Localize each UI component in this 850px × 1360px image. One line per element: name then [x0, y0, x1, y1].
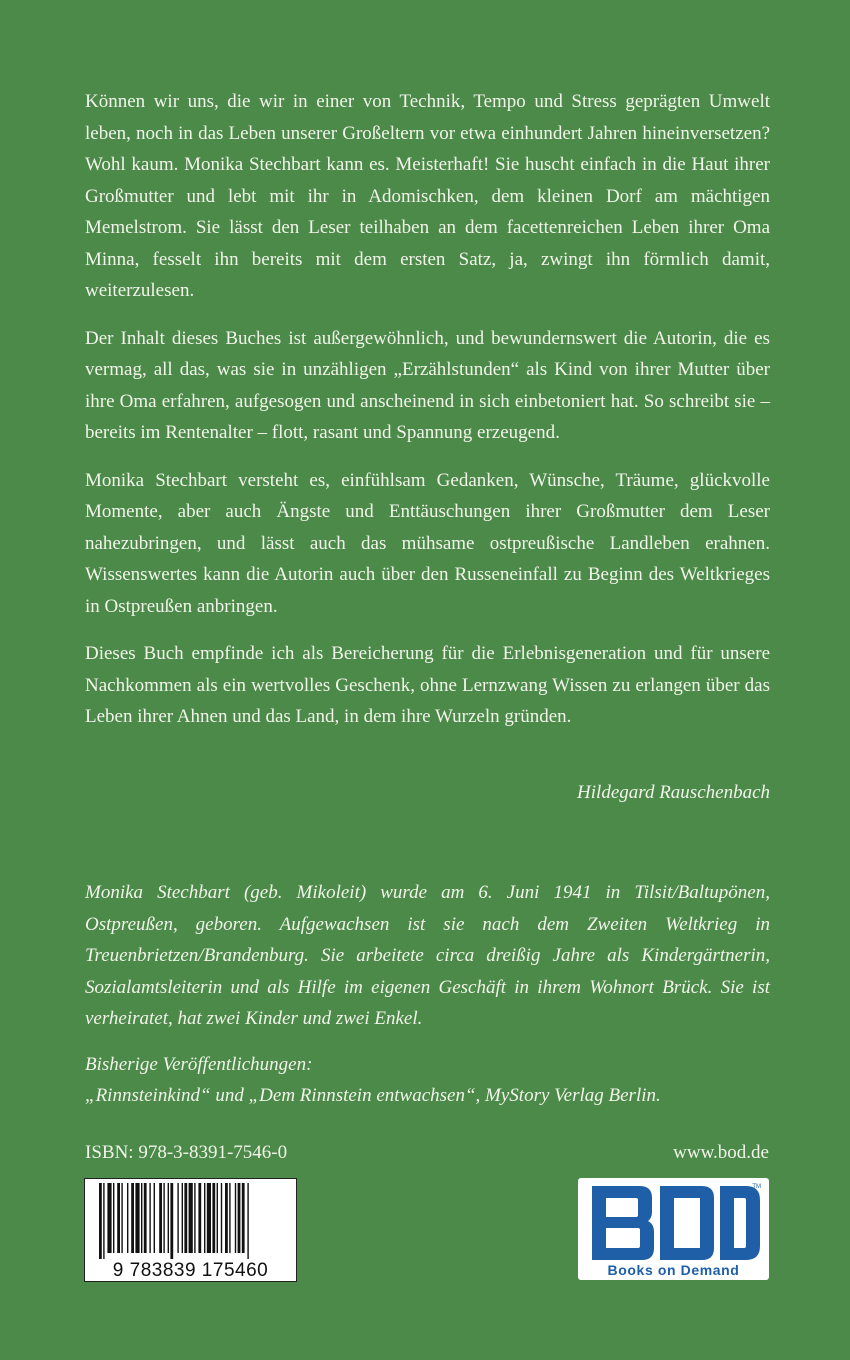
barcode-bar — [107, 1183, 111, 1253]
barcode-bar — [154, 1183, 155, 1253]
barcode-bar — [99, 1183, 102, 1259]
barcode-bar — [225, 1183, 228, 1253]
barcode-bars — [99, 1183, 249, 1259]
barcode-bar — [189, 1183, 193, 1253]
author-bio — [85, 877, 770, 1112]
barcode-bar — [168, 1183, 169, 1253]
publications-heading: Bisherige Veröffentlichungen: — [85, 1053, 313, 1075]
barcode-bar — [229, 1183, 230, 1253]
barcode-bar — [184, 1183, 187, 1253]
barcode-bar — [204, 1183, 205, 1253]
barcode-bar — [198, 1183, 201, 1253]
barcode-bar — [121, 1183, 122, 1253]
author-bio-text: Monika Stechbart (geb. Mikoleit) wurde am 6. Juni 1941 in Tilsit/Baltupönen, Ostpreußen, geboren. Aufgewachsen ist sie nach dem Zweiten Weltkrieg in Treuenbrietzen/Brandenburg. Sie arbeitete circa dreißig Jahre als Kindergärtnerin, Sozialamtsleiterin und als Hilfe im eigenen Geschäft in ihrem Wohnort Brück. Sie ist verheiratet, hat zwei Kinder und zwei Enkel. — [85, 882, 770, 1029]
review-paragraph-2: Der Inhalt dieses Buches ist außergewöhnlich, und bewundernswert die Autorin, die es vermag, all das, was sie in unzähligen „Erzählstunden“ als Kind von ihrer Mutter über ihre Oma erfahren, aufgesogen und anscheinend in sich einbetoniert hat. So schreibt sie – bereits im Rentenalter – flott, rasant und Spannung erzeugend. — [85, 327, 770, 443]
review-paragraph-1: Können wir uns, die wir in einer von Technik, Tempo und Stress geprägten Umwelt leben, noch in das Leben unserer Großeltern vor etwa einhundert Jahren hineinversetzen? Wohl kaum. Monika Stechbart kann es. Meisterhaft! Sie huscht einfach in die Haut ihrer Großmutter und lebt mit ihr in Adomischken, dem kleinen Dorf am mächtigen Memelstrom. Sie lässt den Leser teilhaben an dem facettenreichen Leben ihrer Oma Minna, fesselt ihn bereits mit dem ersten Satz, ja, zwingt ihn förmlich damit, weiterzulesen. — [85, 91, 770, 301]
bod-logo — [578, 1178, 769, 1280]
barcode-bar — [159, 1183, 162, 1253]
review-signature: Hildegard Rauschenbach — [577, 782, 770, 803]
review-paragraph-3: Monika Stechbart versteht es, einfühlsam Gedanken, Wünsche, Träume, glückvolle Momente, aber auch Ängste und Enttäuschungen ihrer Großmutter dem Leser nahezubringen, und lässt auch das mühsame ostpreußische Landleben erahnen. Wissenswertes kann die Autorin auch über den Russeneinfall zu Beginn des Weltkrieges in Ostpreußen anbringen. — [85, 469, 770, 617]
barcode-bar — [247, 1183, 248, 1259]
isbn-barcode — [84, 1178, 297, 1282]
bod-letter-b — [592, 1186, 654, 1260]
barcode-bar — [235, 1183, 236, 1253]
barcode-bar — [217, 1183, 218, 1253]
bod-tagline: Books on Demand — [607, 1262, 740, 1278]
bod-letter-d — [720, 1186, 760, 1260]
barcode-bar — [149, 1183, 150, 1253]
publications-list: „Rinnsteinkind“ und „Dem Rinnstein entwachsen“, MyStory Verlag Berlin. — [85, 1085, 661, 1106]
barcode-bar — [113, 1183, 114, 1253]
barcode-bar — [212, 1183, 215, 1253]
isbn-label: ISBN: 978-3-8391-7546-0 — [85, 1142, 288, 1163]
barcode-bar — [131, 1183, 134, 1253]
barcode-bar — [135, 1183, 139, 1253]
barcode-bar — [163, 1183, 164, 1253]
barcode-bar — [207, 1183, 211, 1253]
barcode-bar — [221, 1183, 222, 1253]
review-paragraph-4: Dieses Buch empfinde ich als Bereicherung für die Erlebnisgeneration und für unsere Nachkommen als ein wertvolles Geschenk, ohne Lernzwang Wissen zu erlangen über das Leben ihrer Ahnen und das Land, in dem ihre Wurzeln gründen. — [85, 643, 770, 727]
barcode-bar — [194, 1183, 195, 1253]
barcode-bar — [242, 1183, 245, 1253]
barcode-bar — [103, 1183, 104, 1259]
publisher-website: www.bod.de — [673, 1142, 769, 1163]
barcode-bar — [182, 1183, 183, 1253]
barcode-digits: 9 783839 175460 — [112, 1260, 269, 1281]
review-text — [85, 86, 770, 749]
bod-trademark: TM — [752, 1184, 761, 1190]
barcode-bar — [127, 1183, 128, 1253]
barcode-bar — [144, 1183, 147, 1253]
barcode-bar — [117, 1183, 120, 1253]
barcode-bar — [238, 1183, 241, 1253]
barcode-bar — [170, 1183, 173, 1259]
barcode-bar — [141, 1183, 142, 1253]
bod-letter-o-book-icon — [660, 1186, 714, 1260]
barcode-bar — [177, 1183, 178, 1253]
